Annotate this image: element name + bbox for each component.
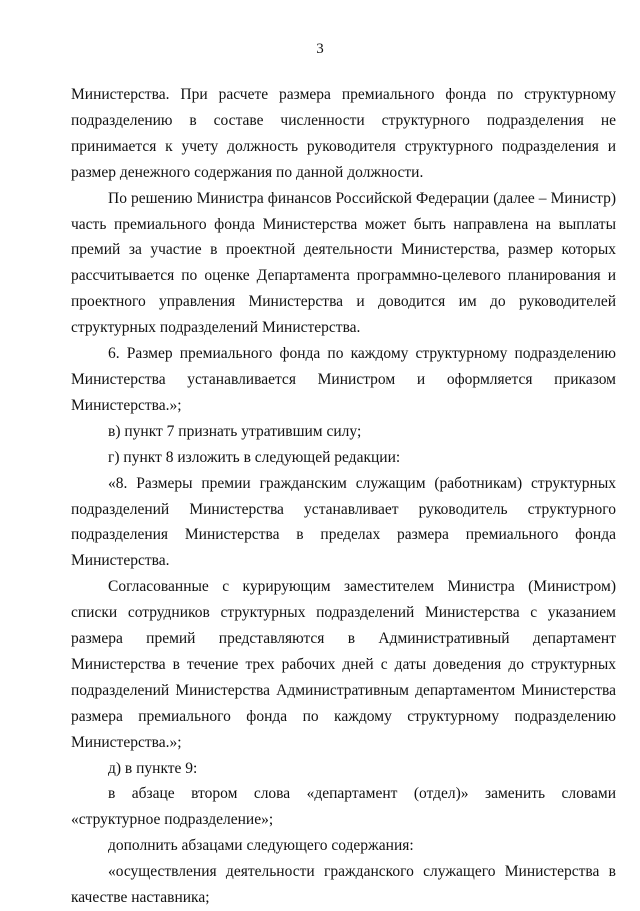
paragraph-mentor: «осуществления деятельности гражданского служащего Министерства в качестве наставника; (71, 863, 616, 907)
paragraph-subitem-v: в) пункт 7 признать утратившим силу; (108, 422, 362, 440)
paragraph-subitem-d: д) в пункте 9: (108, 759, 198, 777)
paragraph-item-6: 6. Размер премиального фонда по каждому структурному подразделению Министерства устанавливается Министром и оформляется приказом Министерства.»; (71, 345, 616, 414)
paragraph-second-paragraph-change: в абзаце втором слова «департамент (отдел)» заменить словами «структурное подразделение»; (71, 785, 616, 829)
paragraph-agreed-lists: Согласованные с курирующим заместителем Министра (Министром) списки сотрудников структурных подразделений Министерства с указанием размера премий представляются в Административный департамент Министерства в течение трех рабочих дней с даты доведения до структурных подразделений Министерства Административным департаментом Министерства размера премиального фонда по каждому структурному подразделению Министерства.»; (71, 578, 616, 751)
paragraph-add-paragraphs: дополнить абзацами следующего содержания: (108, 837, 414, 855)
paragraph-minister-decision: По решению Министра финансов Российской Федерации (далее – Министр) часть премиального фонда Министерства может быть направлена на выплаты премий за участие в проектной деятельности Министерства, размер которых рассчитывается по оценке Департамента программно-целевого планирования и проектного управления Министерства и доводится им до руководителей структурных подразделений Министерства. (71, 189, 616, 337)
paragraph-subitem-g: г) пункт 8 изложить в следующей редакции: (108, 448, 401, 466)
paragraph-item-8: «8. Размеры премии гражданским служащим (работникам) структурных подразделений Министерства устанавливает руководитель структурного подразделения Министерства в пределах размера премиального фонда Министерства. (71, 474, 616, 570)
document-body (71, 82, 616, 911)
paragraph-premium-fund-calculation: Министерства. При расчете размера премиального фонда по структурному подразделению в составе численности структурного подразделения не принимается к учету должность руководителя структурного подразделения и размер денежного содержания по данной должности. (71, 86, 616, 181)
page-number: 3 (316, 41, 324, 57)
